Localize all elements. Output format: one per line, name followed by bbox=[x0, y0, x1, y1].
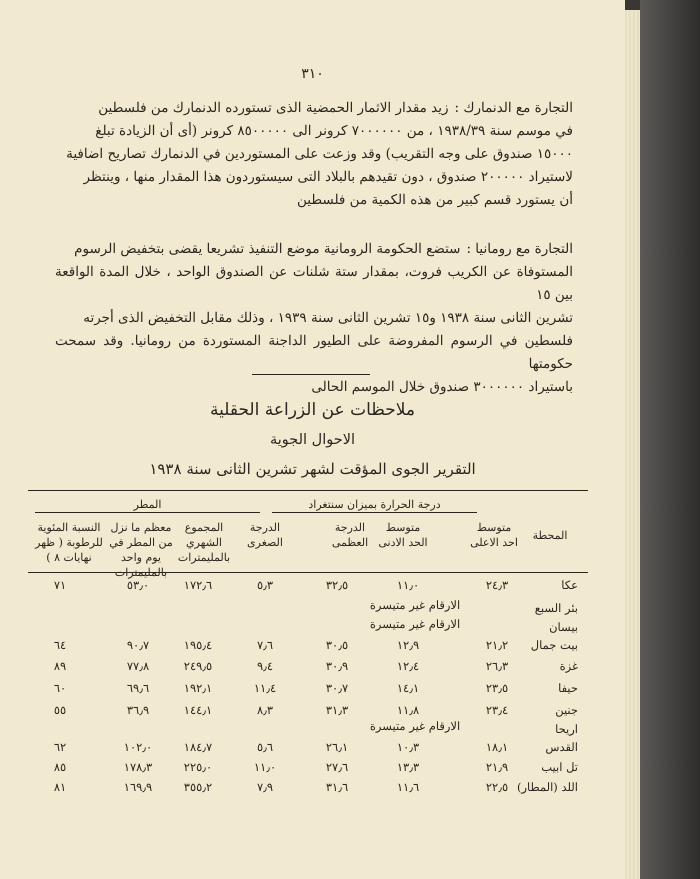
paragraph-line: المستوفاة عن الكريب فروت، بمقدار ستة شلنات عن الصندوق الواحد ، خلال المدة الواقعة بين ١٥ bbox=[55, 264, 573, 303]
col-header-max-daily-rain: معظم ما نزل من المطر في يوم واحد بالمليمترات bbox=[109, 521, 173, 579]
paragraph-line: تشرين الثانى سنة ١٩٣٨ و١٥ تشرين الثانى سنة ١٩٣٩ ، وذلك مقابل التخفيض الذى أجرته bbox=[83, 310, 573, 326]
cell-mean-max: ٢٣٫٥ bbox=[485, 681, 509, 695]
cell-min: ١١٫٠ bbox=[253, 760, 277, 774]
cell-max: ٣٠٫٩ bbox=[325, 659, 349, 673]
cell-humidity: ٦٠ bbox=[53, 681, 67, 695]
cell-max: ٣٠٫٧ bbox=[325, 681, 349, 695]
cell-mean-min: ١١٫٨ bbox=[396, 703, 420, 717]
cell-max: ٣٢٫٥ bbox=[325, 578, 349, 592]
cell-max-daily-rain: ٩٠٫٧ bbox=[126, 638, 150, 652]
cell-humidity: ٨٥ bbox=[53, 760, 67, 774]
cell-station: عكا bbox=[561, 578, 578, 592]
col-header-max: الدرجة العظمى bbox=[331, 521, 369, 549]
cell-max: ٢٦٫١ bbox=[325, 740, 349, 754]
cell-max: ٣١٫٣ bbox=[325, 703, 349, 717]
table-title: التقرير الجوى المؤقت لشهر تشرين الثانى سنة ١٩٣٨ bbox=[149, 460, 476, 478]
cell-min: ٧٫٩ bbox=[256, 780, 274, 794]
paragraph-line: فلسطين في الرسوم المفروضة على الطيور الداجنة المستوردة من رومانيا. وقد سمحت حكومتها bbox=[55, 333, 573, 372]
cell-station: بيت جمال bbox=[530, 638, 578, 652]
cell-max: ٣٠٫٥ bbox=[325, 638, 349, 652]
cell-min: ٩٫٤ bbox=[256, 659, 274, 673]
col-header-mean-min: متوسط الحد الادنى bbox=[378, 521, 428, 549]
paragraph-line: باستيراد ٣٠٠٠٠٠٠ صندوق خلال الموسم الحالى bbox=[311, 379, 573, 395]
paragraph-line: التجارة مع رومانيا :ستضع الحكومة الرومانية موضع التنفيذ تشريعا يقضى بتخفيض الرسوم bbox=[74, 241, 573, 257]
cell-station: تل ابيب bbox=[541, 760, 578, 774]
cell-mean-min: ١٣٫٣ bbox=[396, 760, 420, 774]
cell-humidity: ٨١ bbox=[53, 780, 67, 794]
col-header-min: الدرجة الصغرى bbox=[247, 521, 283, 549]
paragraph-lead: التجارة مع رومانيا : bbox=[466, 241, 573, 257]
cell-max-daily-rain: ٧٧٫٨ bbox=[126, 659, 150, 673]
cell-station: حيفا bbox=[558, 681, 578, 695]
cell-max: ٣١٫٦ bbox=[325, 780, 349, 794]
group-header-rain: المطر bbox=[35, 498, 260, 513]
paragraph-line: لاستيراد ٢٠٠٠٠٠ صندوق ، دون تقيدهم بالبلاد التى سيستوردون هذا المقدار منها ، وينتظر bbox=[83, 169, 573, 185]
col-header-total-rain: المجموع الشهري بالمليمترات bbox=[177, 521, 231, 564]
cell-max-daily-rain: ٣٦٫٩ bbox=[126, 703, 150, 717]
cell-total-rain: ١٤٤٫١ bbox=[183, 703, 213, 717]
cell-max-daily-rain: ١٠٢٫٠ bbox=[123, 740, 153, 754]
section-heading: ملاحظات عن الزراعة الحقلية bbox=[209, 400, 415, 420]
cell-min: ١١٫٤ bbox=[253, 681, 277, 695]
cell-station: بيسان bbox=[549, 620, 578, 634]
cell-station: القدس bbox=[545, 740, 578, 754]
cell-mean-max: ١٨٫١ bbox=[485, 740, 509, 754]
cell-mean-max: ٢١٫٩ bbox=[485, 760, 509, 774]
cell-total-rain: ١٧٢٫٦ bbox=[183, 578, 213, 592]
cell-mean-min: ١١٫٠ bbox=[396, 578, 420, 592]
cell-no-data: الارقام غير متيسرة bbox=[369, 719, 461, 733]
cell-total-rain: ١٩٢٫١ bbox=[183, 681, 213, 695]
cell-mean-max: ٢٢٫٥ bbox=[485, 780, 509, 794]
cell-min: ٨٫٣ bbox=[256, 703, 274, 717]
cell-mean-min: ١٢٫٤ bbox=[396, 659, 420, 673]
col-header-station: المحطة bbox=[532, 529, 568, 542]
cell-max-daily-rain: ١٦٩٫٩ bbox=[123, 780, 153, 794]
cell-mean-min: ١٤٫١ bbox=[396, 681, 420, 695]
cell-mean-max: ٢١٫٢ bbox=[485, 638, 509, 652]
cell-total-rain: ١٩٥٫٤ bbox=[183, 638, 213, 652]
cell-total-rain: ٢٢٥٫٠ bbox=[183, 760, 213, 774]
cell-total-rain: ٣٥٥٫٢ bbox=[183, 780, 213, 794]
cell-max: ٢٧٫٦ bbox=[325, 760, 349, 774]
cell-total-rain: ٢٤٩٫٥ bbox=[183, 659, 213, 673]
cell-min: ٥٫٦ bbox=[256, 740, 274, 754]
cell-station: اللد (المطار) bbox=[516, 780, 578, 794]
paragraph-line: في موسم سنة ١٩٣٨/٣٩ ، من ٧٠٠٠٠٠٠ كرونر الى ٨٥٠٠٠٠٠ كرونر (أى أن الزيادة تبلغ bbox=[95, 123, 573, 139]
cell-humidity: ٨٩ bbox=[53, 659, 67, 673]
cell-mean-max: ٢٣٫٤ bbox=[485, 703, 509, 717]
cell-mean-max: ٢٦٫٣ bbox=[485, 659, 509, 673]
paragraph-line: أن يستورد قسم كبير من هذه الكمية من فلسطين bbox=[297, 192, 573, 208]
cell-mean-min: ١٢٫٩ bbox=[396, 638, 420, 652]
table-header-rule bbox=[28, 572, 588, 573]
cell-mean-min: ١١٫٦ bbox=[396, 780, 420, 794]
col-header-mean-max: متوسط احد الاعلى bbox=[470, 521, 518, 549]
cell-humidity: ٧١ bbox=[53, 578, 67, 592]
cell-humidity: ٦٢ bbox=[53, 740, 67, 754]
cell-no-data: الارقام غير متيسرة bbox=[369, 617, 461, 631]
book-cover-edge bbox=[640, 0, 700, 879]
cell-station: جنين bbox=[555, 703, 578, 717]
page-number: ٣١٠ bbox=[301, 66, 324, 82]
paragraph-lead: التجارة مع الدنمارك : bbox=[454, 100, 573, 116]
col-header-humidity: النسبة المئوية للرطوبة ( ظهر نهايات ٨ ) bbox=[35, 521, 103, 564]
cell-max-daily-rain: ٥٣٫٠ bbox=[126, 578, 150, 592]
cell-min: ٥٫٣ bbox=[256, 578, 274, 592]
cell-max-daily-rain: ١٧٨٫٣ bbox=[123, 760, 153, 774]
group-header-temperature: درجة الحرارة بميزان سنتغراد bbox=[272, 498, 477, 513]
cell-humidity: ٥٥ bbox=[53, 703, 67, 717]
cell-min: ٧٫٦ bbox=[256, 638, 274, 652]
cell-mean-min: ١٠٫٣ bbox=[396, 740, 420, 754]
cell-station: غزة bbox=[559, 659, 578, 673]
cell-mean-max: ٢٤٫٣ bbox=[485, 578, 509, 592]
cell-no-data: الارقام غير متيسرة bbox=[369, 598, 461, 612]
cell-humidity: ٦٤ bbox=[53, 638, 67, 652]
paragraph-denmark-trade bbox=[55, 97, 573, 212]
paragraph-line: التجارة مع الدنمارك :زيد مقدار الاثمار الحمضية الذى تستورده الدنمارك من فلسطين bbox=[98, 100, 573, 116]
section-subheading: الاحوال الجوية bbox=[269, 432, 356, 448]
table-top-rule bbox=[28, 490, 588, 491]
paragraph-line: ١٥٠٠٠ صندوق على وجه التقريب) وقد وزعت على المستوردين في الدنمارك تصاريح اضافية bbox=[66, 146, 573, 162]
cell-total-rain: ١٨٤٫٧ bbox=[183, 740, 213, 754]
section-divider bbox=[252, 374, 370, 375]
cell-max-daily-rain: ٦٩٫٦ bbox=[126, 681, 150, 695]
cell-station: بئر السبع bbox=[534, 601, 578, 615]
cell-station: اريحا bbox=[555, 722, 578, 736]
